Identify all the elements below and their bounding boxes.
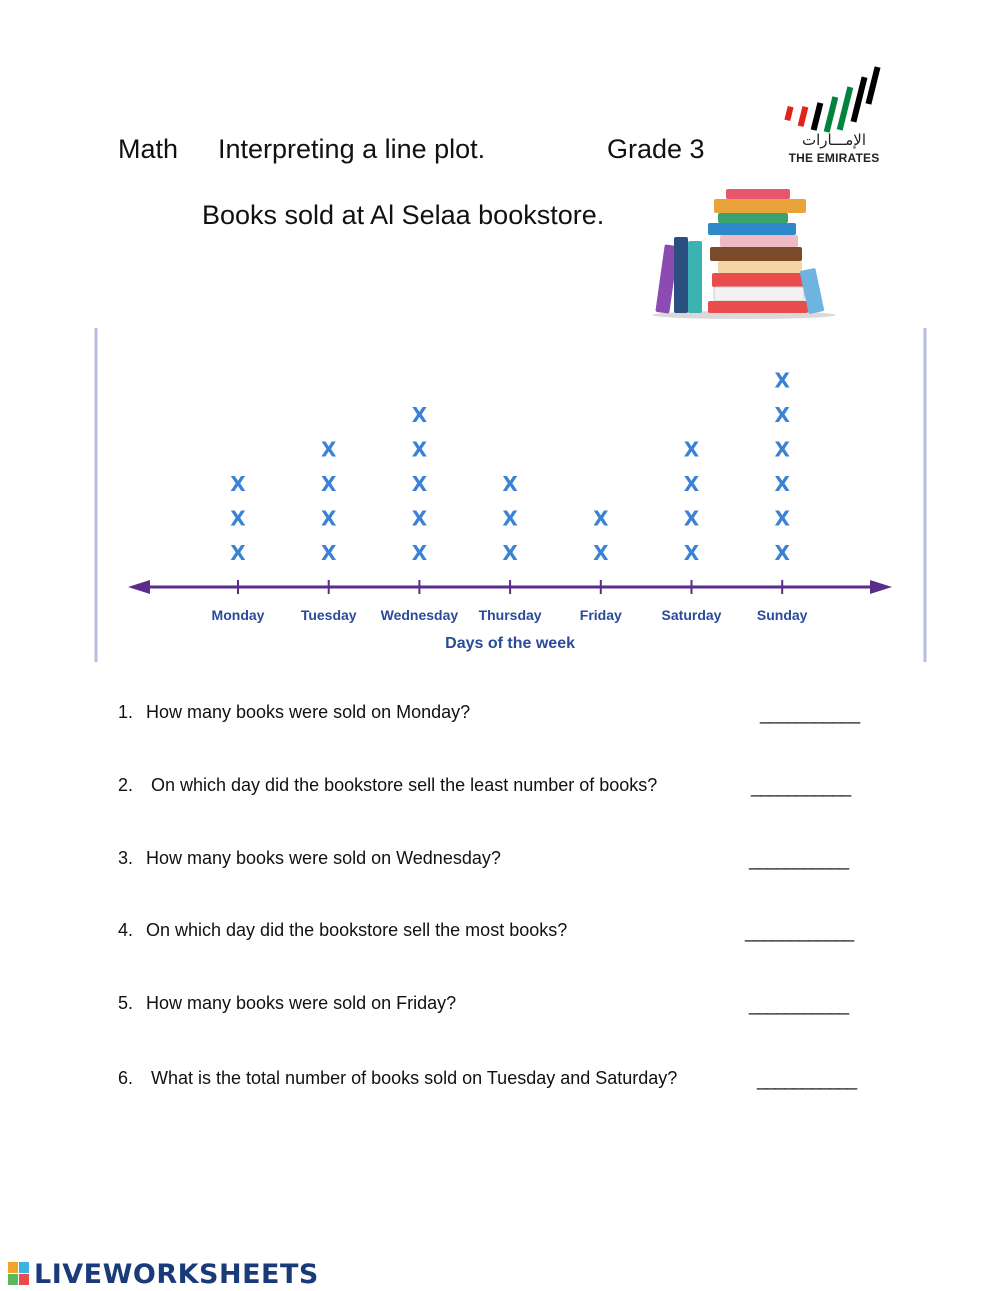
answer-blank-1[interactable]: ___________ <box>760 704 860 724</box>
data-mark: X <box>411 403 428 427</box>
question-number: 6. <box>118 1068 134 1088</box>
question-6 <box>118 1068 677 1089</box>
data-mark: X <box>774 541 790 565</box>
question-text: On which day did the bookstore sell the most books? <box>146 920 568 940</box>
data-mark: X <box>683 472 700 496</box>
data-mark: X <box>230 472 246 496</box>
data-mark: X <box>411 472 428 496</box>
logo-arabic-text: الإمـــارات <box>801 131 867 149</box>
data-mark: X <box>774 368 790 393</box>
data-mark: X <box>774 472 790 496</box>
data-mark: X <box>593 506 609 531</box>
question-text: How many books were sold on Wednesday? <box>146 848 501 868</box>
books-stack-icon <box>648 185 840 320</box>
data-mark: X <box>320 472 337 496</box>
axis-arrow-left <box>128 580 150 594</box>
question-2 <box>118 775 657 796</box>
question-text: On which day did the bookstore sell the least number of books? <box>146 775 658 795</box>
answer-blank-6[interactable]: ___________ <box>757 1070 857 1090</box>
axis-arrow-right <box>870 580 892 594</box>
question-number: 3. <box>118 848 134 868</box>
question-4 <box>118 920 567 941</box>
data-mark: X <box>774 403 790 427</box>
grade-label: Grade 3 <box>607 134 705 164</box>
question-text: How many books were sold on Monday? <box>146 702 471 722</box>
tick-label: Monday <box>211 607 265 623</box>
data-mark: X <box>774 506 790 531</box>
data-mark: X <box>320 506 337 531</box>
tick-label: Wednesday <box>380 607 459 623</box>
question-3 <box>118 848 501 869</box>
data-mark: X <box>230 541 246 565</box>
data-mark: X <box>774 437 790 462</box>
question-number: 2. <box>118 775 134 795</box>
answer-blank-2[interactable]: ___________ <box>751 777 851 797</box>
data-mark: X <box>683 541 700 565</box>
data-mark: X <box>502 506 518 531</box>
answer-blank-3[interactable]: ___________ <box>749 850 849 870</box>
subject-label: Math <box>118 134 179 164</box>
data-mark: X <box>502 541 518 565</box>
question-1 <box>118 702 470 723</box>
data-mark: X <box>683 437 700 462</box>
tick-label: Saturday <box>661 607 722 623</box>
question-text: How many books were sold on Friday? <box>146 993 457 1013</box>
question-number: 5. <box>118 993 134 1013</box>
x-axis-label: Days of the week <box>445 635 576 652</box>
data-mark: X <box>320 437 337 462</box>
data-mark: X <box>411 541 428 565</box>
plot-title: Books sold at Al Selaa bookstore. <box>202 200 605 230</box>
worksheet-topic: Interpreting a line plot. <box>218 134 486 164</box>
tick-label: Friday <box>579 607 622 623</box>
question-5 <box>118 993 456 1014</box>
tick-label: Thursday <box>478 607 542 623</box>
data-mark: X <box>411 437 428 462</box>
data-mark: X <box>683 506 700 531</box>
data-mark: X <box>411 506 428 531</box>
footer-brand: LIVEWORKSHEETS <box>34 1258 319 1290</box>
data-mark: X <box>230 506 246 531</box>
footer <box>8 1259 319 1289</box>
tick-label: Sunday <box>756 607 808 623</box>
answer-blank-5[interactable]: ___________ <box>749 995 849 1015</box>
data-mark: X <box>593 541 609 565</box>
line-plot-chart <box>94 328 928 662</box>
logo-english-text: THE EMIRATES <box>788 151 880 165</box>
tick-label: Tuesday <box>300 607 357 623</box>
question-number: 1. <box>118 702 134 722</box>
data-mark: X <box>502 472 518 496</box>
question-number: 4. <box>118 920 134 940</box>
answer-blank-4[interactable]: ____________ <box>745 922 854 942</box>
data-mark: X <box>320 541 337 565</box>
liveworksheets-logo-icon <box>8 1262 30 1286</box>
question-text: What is the total number of books sold on Tuesday and Saturday? <box>146 1068 678 1088</box>
